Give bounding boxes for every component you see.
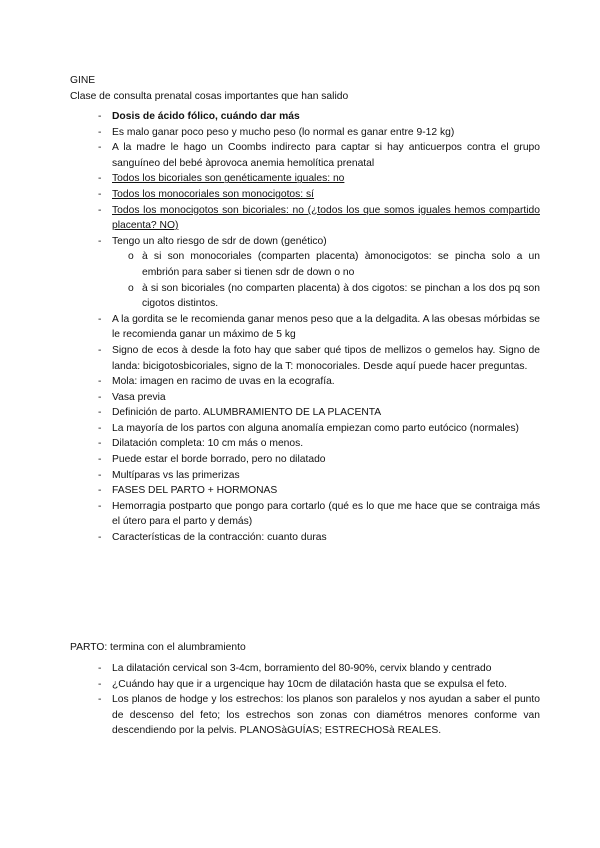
list-item-text: Características de la contracción: cuanto duras	[112, 532, 327, 544]
dash-bullet: -	[98, 235, 102, 247]
dash-bullet: -	[98, 422, 102, 434]
list-item-text: Los planos de hodge y los estrechos: los planos son paralelos y nos ayudan a saber el punto de descenso del feto; los estrechos son zonas con diamétros menores conforme van descendiendo por la pelvis. PLANOSàGUÍAS; ESTRECHOSà REALES.	[112, 694, 540, 737]
list-item	[70, 187, 540, 203]
sub-list-item	[70, 281, 540, 312]
section-title: PARTO: termina con el alumbramiento	[70, 642, 246, 653]
list-item	[70, 677, 540, 693]
document-title: GINE	[70, 75, 96, 86]
dash-bullet: -	[98, 454, 102, 466]
list-item	[70, 499, 540, 530]
list-item-text: La dilatación cervical son 3-4cm, borramiento del 80-90%, cervix blando y centrado	[112, 663, 492, 674]
list-item-text: Dosis de ácido fólico, cuándo dar más	[112, 111, 300, 122]
notes-list	[70, 109, 540, 546]
sub-list-item	[70, 249, 540, 280]
list-item-text: ¿Cuándo hay que ir a urgencique hay 10cm de dilatación hasta que se expulsa el feto.	[112, 678, 507, 690]
dash-bullet: -	[98, 313, 102, 325]
list-item	[70, 140, 540, 171]
dash-bullet: -	[98, 376, 102, 388]
list-item	[70, 343, 540, 374]
list-item-text: Todos los monocigotos son bicoriales: no (¿todos los que somos iguales hemos compartido placenta? NO)	[112, 204, 540, 232]
dash-bullet: -	[98, 678, 102, 690]
dash-bullet: -	[98, 485, 102, 497]
list-item-text: Signo de ecos à desde la foto hay que saber qué tipos de mellizos o gemelos hay. Signo de landa: bicigotosbicoriales, signo de la T: monocoriales. Desde aquí puede hacer preguntas.	[112, 344, 540, 372]
list-item-text: Todos los bicoriales son genéticamente iguales: no	[112, 173, 345, 185]
dash-bullet: -	[98, 694, 102, 706]
list-item-text: Puede estar el borde borrado, pero no dilatado	[112, 454, 326, 466]
circle-bullet-icon: o	[128, 282, 134, 294]
list-item	[70, 171, 540, 187]
dash-bullet: -	[98, 391, 102, 403]
list-item	[70, 530, 540, 546]
list-item	[70, 203, 540, 234]
section-parto	[70, 640, 540, 656]
dash-bullet: -	[98, 188, 102, 200]
list-item-text: Definición de parto. ALUMBRAMIENTO DE LA PLACENTA	[112, 407, 382, 419]
list-item-text: à si son monocoriales (comparten placenta) àmonocigotos: se pincha solo a un embrión para saber si tienen sdr de down o no	[142, 251, 540, 278]
document-header	[70, 73, 540, 104]
list-item-text: à si son bicoriales (no comparten placenta) à dos cigotos: se pinchan a los dos pq son cigotos distintos.	[142, 282, 540, 310]
list-item	[70, 436, 540, 452]
circle-bullet-icon: o	[128, 251, 134, 263]
list-item-text: A la gordita se le recomienda ganar menos peso que a la delgadita. A las obesas mórbidas se le recomienda ganar un máximo de 5 kg	[112, 313, 540, 341]
list-item-text: A la madre le hago un Coombs indirecto para captar si hay anticuerpos contra el grupo sanguíneo del bebé àprovoca anemia hemolítica prenatal	[112, 142, 540, 169]
dash-bullet: -	[98, 126, 102, 138]
dash-bullet: -	[98, 532, 102, 544]
list-item-text: Mola: imagen en racimo de uvas en la ecografía.	[112, 376, 335, 388]
list-item	[70, 468, 540, 484]
list-item	[70, 234, 540, 250]
list-item-text: Multíparas vs las primerizas	[112, 469, 240, 481]
list-item-text: Dilatación completa: 10 cm más o menos.	[112, 438, 304, 450]
dash-bullet: -	[98, 438, 102, 450]
dash-bullet: -	[98, 173, 102, 185]
list-item-text: Todos los monocoriales son monocigotos: sí	[112, 188, 315, 200]
dash-bullet: -	[98, 407, 102, 419]
list-item-text: La mayoría de los partos con alguna anomalía empiezan como parto eutócico (normales)	[112, 422, 519, 434]
dash-bullet: -	[98, 469, 102, 481]
list-item	[70, 374, 540, 390]
list-item	[70, 125, 540, 141]
list-item	[70, 109, 540, 125]
list-item-text: Es malo ganar poco peso y mucho peso (lo normal es ganar entre 9-12 kg)	[112, 126, 455, 138]
list-item	[70, 692, 540, 739]
dash-bullet: -	[98, 142, 102, 154]
list-item	[70, 661, 540, 677]
list-item-text: Vasa previa	[112, 391, 166, 403]
list-item	[70, 405, 540, 421]
list-item	[70, 421, 540, 437]
dash-bullet: -	[98, 204, 102, 216]
list-item	[70, 452, 540, 468]
list-item-text: FASES DEL PARTO + HORMONAS	[112, 485, 278, 497]
dash-bullet: -	[98, 344, 102, 356]
list-item	[70, 390, 540, 406]
list-item	[70, 312, 540, 343]
document-subtitle: Clase de consulta prenatal cosas importantes que han salido	[70, 90, 349, 102]
list-item-text: Tengo un alto riesgo de sdr de down (genético)	[112, 235, 327, 247]
list-item	[70, 483, 540, 499]
parto-list	[70, 661, 540, 739]
dash-bullet: -	[98, 500, 102, 512]
dash-bullet: -	[98, 111, 102, 122]
dash-bullet: -	[98, 663, 102, 674]
list-item-text: Hemorragia postparto que pongo para cortarlo (qué es lo que me hace que se contraiga más el útero para el parto y demás)	[112, 500, 540, 528]
